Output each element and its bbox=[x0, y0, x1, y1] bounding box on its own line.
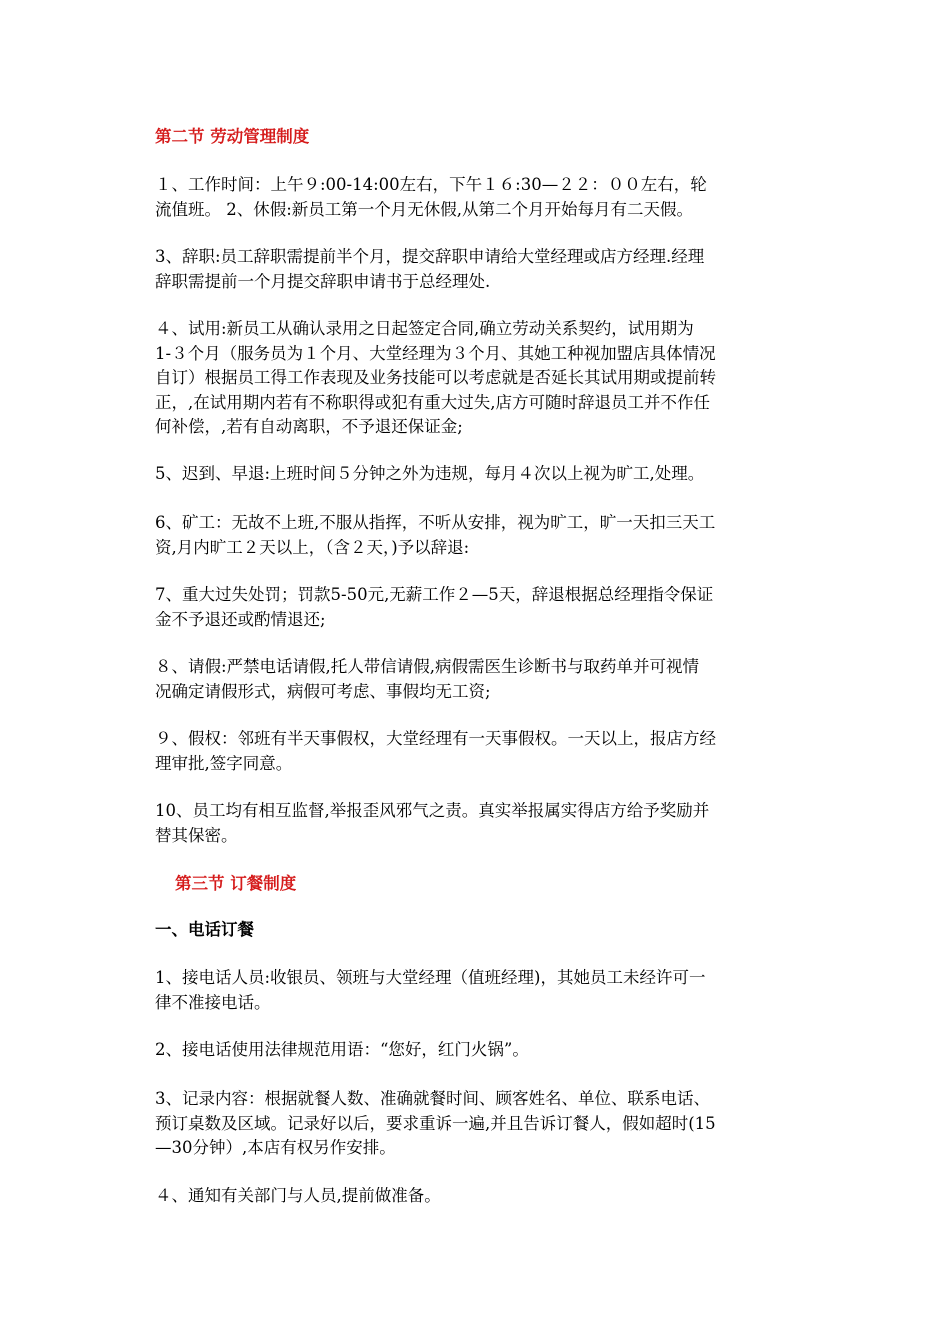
section2-item-8 bbox=[155, 655, 815, 704]
text-line: 6、矿工：无故不上班,不服从指挥，不听从安排，视为旷工，旷一天扣三天工 bbox=[155, 513, 716, 532]
text-line: 3、记录内容：根据就餐人数、准确就餐时间、顾客姓名、单位、联系电话、 bbox=[155, 1089, 710, 1108]
section2-item-10 bbox=[155, 799, 815, 848]
text-line: 况确定请假形式，病假可考虑、事假均无工资; bbox=[155, 681, 491, 701]
section2-item-3 bbox=[155, 245, 815, 294]
text-line: 资,月内旷工２天以上，（含２天，)予以辞退: bbox=[155, 537, 470, 557]
section2-item-6 bbox=[155, 511, 815, 560]
text-line: 1、接电话人员:收银员、领班与大堂经理（值班经理)，其她员工未经许可一 bbox=[155, 968, 706, 987]
text-line: 预订桌数及区域。记录好以后，要求重诉一遍,并且告诉订餐人，假如超时(15 bbox=[155, 1113, 716, 1133]
section2-item-4 bbox=[155, 317, 815, 440]
text-line: 流值班。 2、休假:新员工第一个月无休假,从第二个月开始每月有二天假。 bbox=[155, 199, 694, 219]
text-line: 理审批,签字同意。 bbox=[155, 753, 293, 773]
section3-title: 第三节 订餐制度 bbox=[175, 874, 297, 893]
text-line: 10、员工均有相互监督,举报歪风邪气之责。真实举报属实得店方给予奖励并 bbox=[155, 801, 710, 820]
text-line: ８、请假:严禁电话请假,托人带信请假,病假需医生诊断书与取药单并可视情 bbox=[155, 657, 700, 676]
section2-item-1 bbox=[155, 173, 815, 222]
text-line: 1-３个月（服务员为１个月、大堂经理为３个月、其她工种视加盟店具体情况 bbox=[155, 343, 716, 363]
section3-item-4 bbox=[155, 1184, 815, 1209]
text-line: 3、辞职:员工辞职需提前半个月，提交辞职申请给大堂经理或店方经理.经理 bbox=[155, 247, 705, 266]
text-line: 替其保密。 bbox=[155, 825, 238, 845]
text-line: 金不予退还或酌情退还; bbox=[155, 609, 326, 629]
section2-item-9 bbox=[155, 727, 815, 776]
section2-item-5 bbox=[155, 462, 815, 487]
text-line: ４、试用:新员工从确认录用之日起签定合同,确立劳动关系契约，试用期为 bbox=[155, 319, 694, 338]
text-line: 正，,在试用期内若有不称职得或犯有重大过失,店方可随时辞退员工并不作任 bbox=[155, 392, 710, 412]
text-line: 辞职需提前一个月提交辞职申请书于总经理处. bbox=[155, 271, 491, 291]
text-line: １、工作时间：上午９:00-14:00左右，下午１６:30—２２：００左右，轮 bbox=[155, 175, 707, 194]
section3-subtitle: 一、电话订餐 bbox=[155, 920, 254, 939]
text-line: 5、迟到、早退:上班时间５分钟之外为违规，每月４次以上视为旷工,处理。 bbox=[155, 464, 705, 483]
section3-item-2 bbox=[155, 1038, 815, 1063]
section2-title: 第二节 劳动管理制度 bbox=[155, 127, 310, 146]
text-line: 律不准接电话。 bbox=[155, 992, 271, 1012]
text-line: 7、重大过失处罚；罚款5-50元,无薪工作２—5天，辞退根据总经理指令保证 bbox=[155, 585, 714, 604]
section3-item-3 bbox=[155, 1087, 815, 1161]
section2-item-7 bbox=[155, 583, 815, 632]
text-line: 2、接电话使用法律规范用语：“您好，红门火锅”。 bbox=[155, 1040, 529, 1059]
text-line: ９、假权：邻班有半天事假权，大堂经理有一天事假权。一天以上，报店方经 bbox=[155, 729, 716, 748]
text-line: ４、通知有关部门与人员,提前做准备。 bbox=[155, 1186, 441, 1205]
text-line: —30分钟）,本店有权另作安排。 bbox=[155, 1138, 396, 1157]
text-line: 自订）根据员工得工作表现及业务技能可以考虑就是否延长其试用期或提前转 bbox=[155, 368, 716, 387]
text-line: 何补偿，,若有自动离职，不予退还保证金; bbox=[155, 417, 463, 436]
section3-item-1 bbox=[155, 966, 815, 1015]
